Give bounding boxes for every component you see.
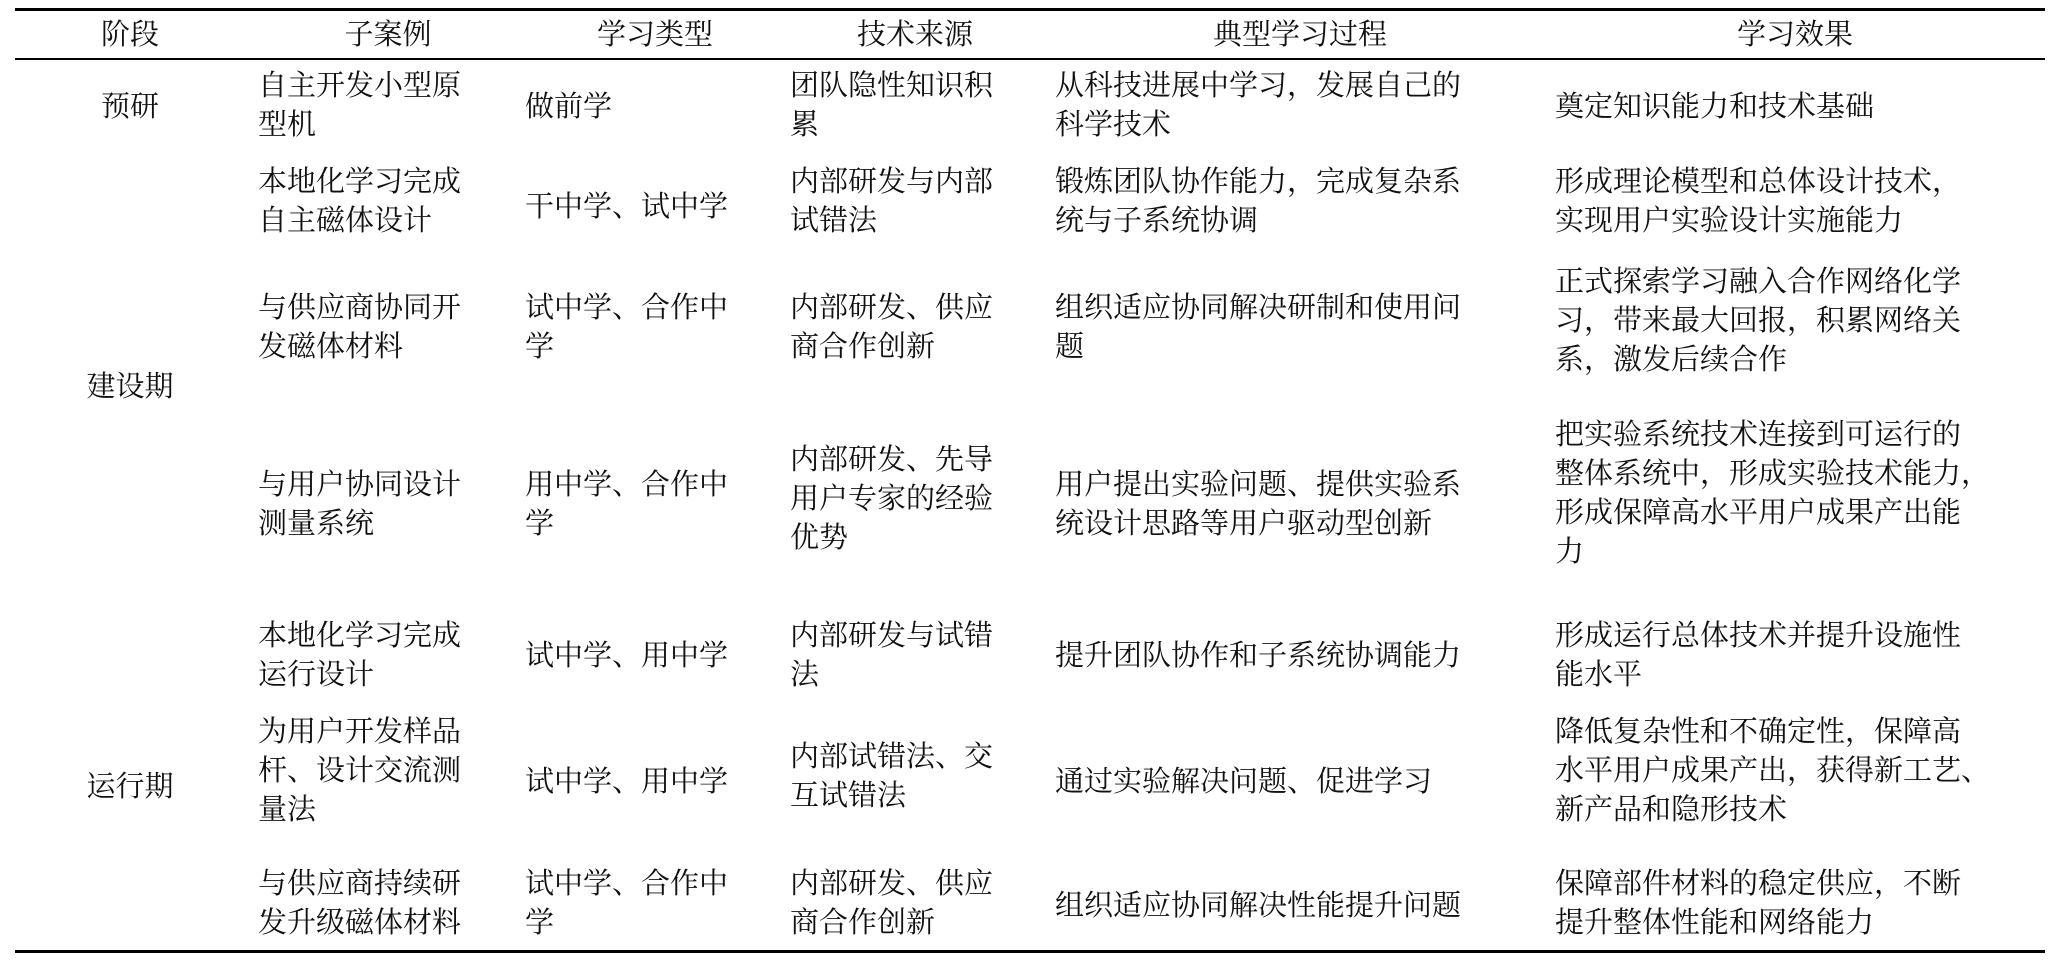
table-cell-case: 本地化学习完成 自主磁体设计 xyxy=(258,164,462,237)
table-cell-case: 自主开发小型原 型机 xyxy=(258,68,462,141)
table-cell-case: 为用户开发样品 杆、设计交流测 量法 xyxy=(258,714,462,826)
table-bottom-rule xyxy=(15,950,2045,953)
table-cell-process: 组织适应协同解决性能提升问题 xyxy=(1055,888,1462,922)
header-effect: 学习效果 xyxy=(1736,17,1853,51)
table-cell-process: 提升团队协作和子系统协调能力 xyxy=(1055,638,1462,672)
table-cell-source: 内部研发与内部 试错法 xyxy=(790,164,994,237)
header-stage: 阶段 xyxy=(100,17,159,51)
table-cell-effect: 正式探索学习融入合作网络化学 习，带来最大回报，积累网络关 系，激发后续合作 xyxy=(1555,264,1962,376)
table-cell-source: 内部研发、先导 用户专家的经验 优势 xyxy=(790,442,994,554)
table-cell-process: 通过实验解决问题、促进学习 xyxy=(1055,764,1433,798)
table-cell-effect: 把实验系统技术连接到可运行的 整体系统中，形成实验技术能力， 形成保障高水平用户成果产出能 力 xyxy=(1555,417,1991,568)
header-tech-source: 技术来源 xyxy=(856,17,973,51)
stage-label: 建设期 xyxy=(86,369,174,403)
table-cell-type: 做前学 xyxy=(525,89,613,123)
table-cell-case: 与供应商协同开 发磁体材料 xyxy=(258,290,462,363)
table-cell-type: 试中学、用中学 xyxy=(525,638,729,672)
table-cell-type: 试中学、合作中 学 xyxy=(525,290,729,363)
table-cell-process: 从科技进展中学习，发展自己的 科学技术 xyxy=(1055,68,1462,141)
table-cell-case: 与供应商持续研 发升级磁体材料 xyxy=(258,866,462,939)
table-cell-source: 内部研发与试错 法 xyxy=(790,618,994,691)
table-cell-source: 内部研发、供应 商合作创新 xyxy=(790,866,994,939)
table-cell-type: 用中学、合作中 学 xyxy=(525,467,729,540)
table-header-rule xyxy=(15,58,2045,60)
header-case: 子案例 xyxy=(344,17,432,51)
table-cell-source: 内部研发、供应 商合作创新 xyxy=(790,290,994,363)
table-cell-process: 锻炼团队协作能力，完成复杂系 统与子系统协调 xyxy=(1055,164,1462,237)
table-cell-type: 试中学、用中学 xyxy=(525,764,729,798)
table-cell-effect: 形成运行总体技术并提升设施性 能水平 xyxy=(1555,618,1962,691)
table-cell-effect: 保障部件材料的稳定供应，不断 提升整体性能和网络能力 xyxy=(1555,866,1962,939)
table-cell-source: 团队隐性知识积 累 xyxy=(790,68,994,141)
table-cell-effect: 降低复杂性和不确定性，保障高 水平用户成果产出，获得新工艺、 新产品和隐形技术 xyxy=(1555,714,1991,826)
table-cell-case: 与用户协同设计 测量系统 xyxy=(258,467,462,540)
table-cell-effect: 奠定知识能力和技术基础 xyxy=(1555,89,1875,123)
table-cell-type: 干中学、试中学 xyxy=(525,189,729,223)
table-top-rule xyxy=(15,8,2045,11)
table-cell-process: 组织适应协同解决研制和使用问 题 xyxy=(1055,290,1462,363)
stage-label: 运行期 xyxy=(86,769,174,803)
table-cell-source: 内部试错法、交 互试错法 xyxy=(790,739,994,812)
header-process: 典型学习过程 xyxy=(1212,17,1387,51)
table-cell-effect: 形成理论模型和总体设计技术， 实现用户实验设计实施能力 xyxy=(1555,164,1962,237)
table-cell-case: 本地化学习完成 运行设计 xyxy=(258,618,462,691)
table-cell-type: 试中学、合作中 学 xyxy=(525,866,729,939)
header-learning-type: 学习类型 xyxy=(596,17,713,51)
stage-label: 预研 xyxy=(100,89,159,123)
table-cell-process: 用户提出实验问题、提供实验系 统设计思路等用户驱动型创新 xyxy=(1055,467,1462,540)
